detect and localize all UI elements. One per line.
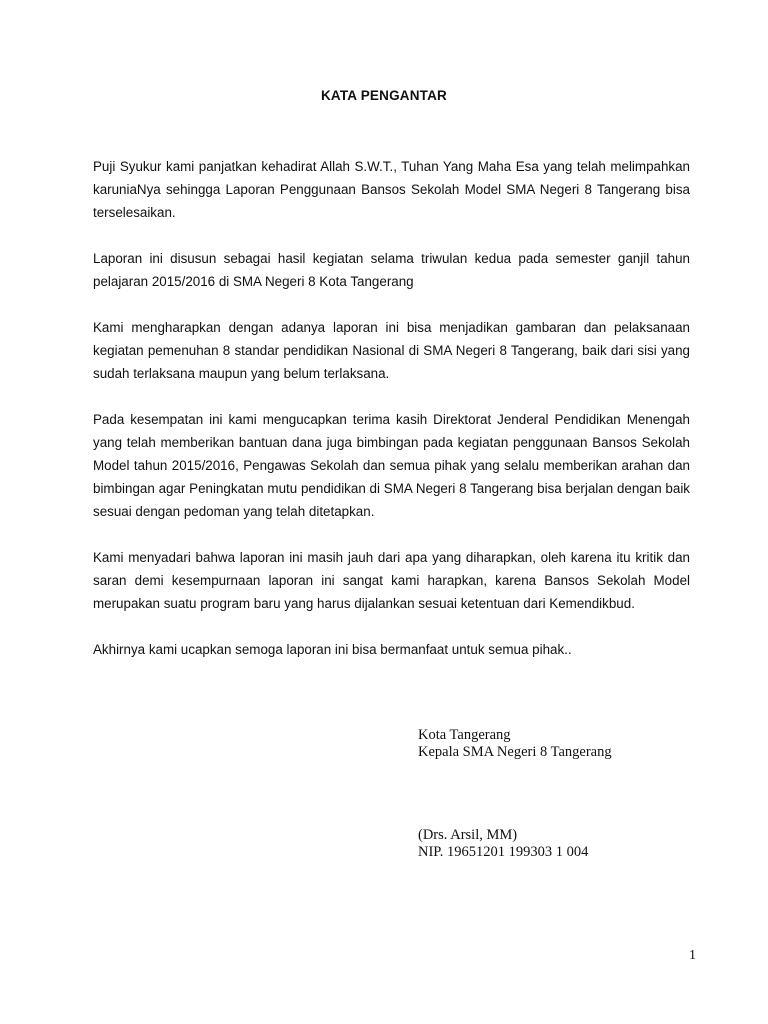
signature-position: Kepala SMA Negeri 8 Tangerang: [418, 744, 612, 760]
signature-place: Kota Tangerang: [418, 727, 511, 743]
page-number: 1: [689, 948, 696, 963]
signature-block: [418, 827, 588, 861]
signature-header: [418, 727, 612, 761]
paragraph-2: Laporan ini disusun sebagai hasil kegiatan selama triwulan kedua pada semester ganjil tahun pelajaran 2015/2016 di SMA Negeri 8 Kota Tangerang: [93, 251, 690, 289]
page-title: KATA PENGANTAR: [320, 88, 448, 103]
paragraph-3: Kami mengharapkan dengan adanya laporan ini bisa menjadikan gambaran dan pelaksanaan kegiatan pemenuhan 8 standar pendidikan Nasional di SMA Negeri 8 Tangerang, baik dari sisi yang sudah terlaksana maupun yang belum terlaksana.: [93, 320, 690, 381]
paragraph-5: Kami menyadari bahwa laporan ini masih jauh dari apa yang diharapkan, oleh karena itu kritik dan saran demi kesempurnaan laporan ini sangat kami harapkan, karena Bansos Sekolah Model merupakan suatu program baru yang harus dijalankan sesuai ketentuan dari Kemendikbud.: [93, 550, 690, 611]
paragraph-1: Puji Syukur kami panjatkan kehadirat Allah S.W.T., Tuhan Yang Maha Esa yang telah melimpahkan karuniaNya sehingga Laporan Penggunaan Bansos Sekolah Model SMA Negeri 8 Tangerang bisa terselesaikan.: [93, 159, 690, 220]
signatory-name: (Drs. Arsil, MM): [418, 827, 518, 843]
body-text: [93, 155, 690, 661]
paragraph-6: Akhirnya kami ucapkan semoga laporan ini bisa bermanfaat untuk semua pihak..: [93, 642, 572, 657]
signatory-nip: NIP. 19651201 199303 1 004: [418, 844, 589, 860]
paragraph-4: Pada kesempatan ini kami mengucapkan terima kasih Direktorat Jenderal Pendidikan Menengah yang telah memberikan bantuan dana juga bimbingan pada kegiatan penggunaan Bansos Sekolah Model tahun 2015/2016, Pengawas Sekolah dan semua pihak yang selalu memberikan arahan dan bimbingan agar Peningkatan mutu pendidikan di SMA Negeri 8 Tangerang bisa berjalan dengan baik sesuai dengan pedoman yang telah ditetapkan.: [93, 412, 690, 519]
